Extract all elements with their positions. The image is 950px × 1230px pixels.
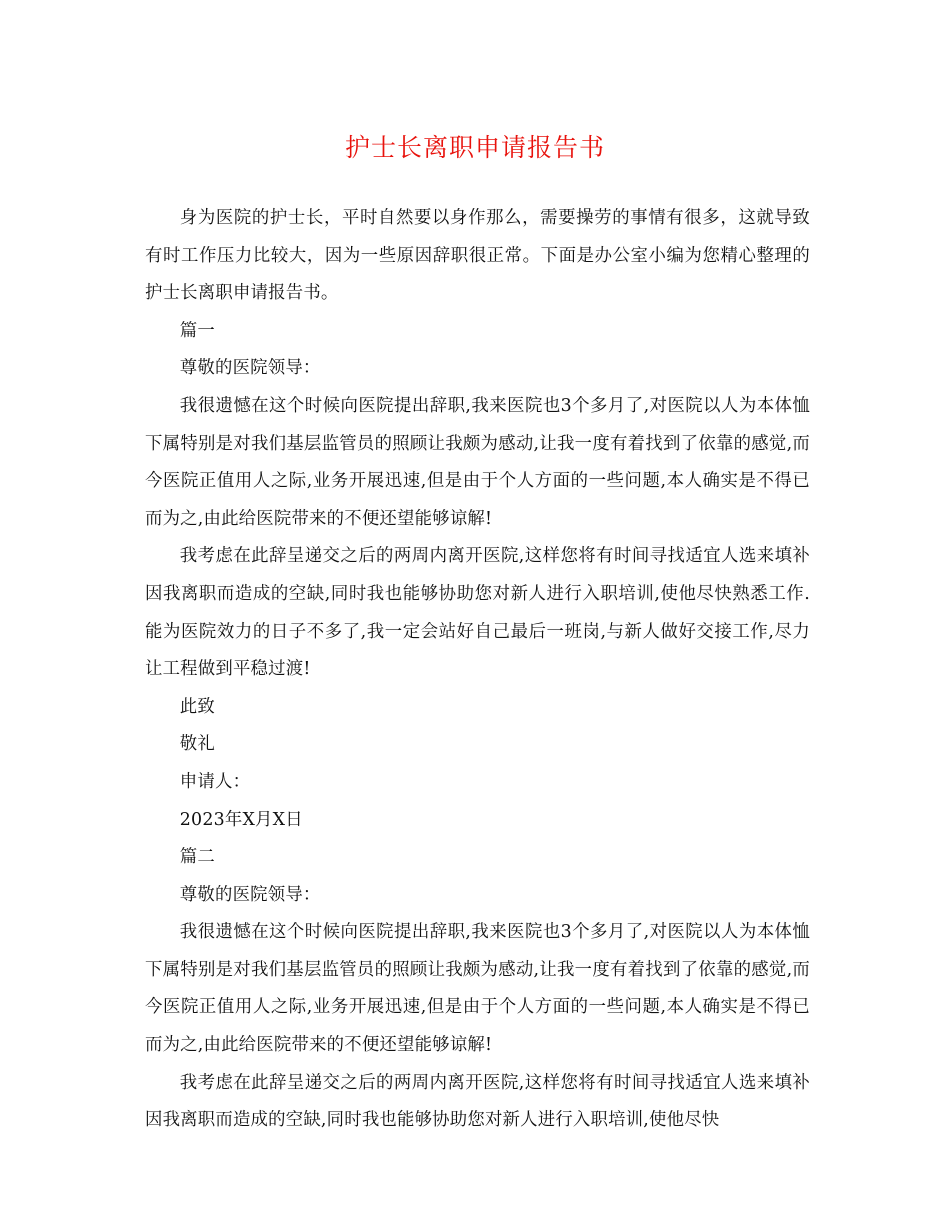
intro-paragraph: 身为医院的护士长，平时自然要以身作那么，需要操劳的事情有很多，这就导致有时工作压力比较大，因为一些原因辞职很正常。下面是办公室小编为您精心整理的护士长离职申请报告书。 (145, 208, 810, 304)
letter-2-paragraph-2: 我考虑在此辞呈递交之后的两周内离开医院,这样您将有时间寻找适宜人选来填补因我离职而造成的空缺,同时我也能够协助您对新人进行入职培训,使他尽快 (145, 1072, 810, 1131)
applicant-label: 申请人： (179, 771, 251, 792)
section-heading-2: 篇二 (179, 847, 215, 868)
closing-line-1: 此致 (179, 696, 215, 717)
salutation-1: 尊敬的医院领导： (179, 358, 321, 379)
letter-2-paragraph-1: 我很遗憾在这个时候向医院提出辞职,我来医院也3个多月了,对医院以人为本体恤下属特别是对我们基层监管员的照顾让我颇为感动,让我一度有着找到了依靠的感觉,而今医院正值用人之际,业务开展迅速,但是由于个人方面的一些问题,本人确实是不得已而为之,由此给医院带来的不便还望能够谅解! (145, 922, 810, 1056)
document-title: 护士长离职申请报告书 (344, 133, 605, 162)
section-heading-1: 篇一 (179, 320, 215, 341)
letter-1-paragraph-2: 我考虑在此辞呈递交之后的两周内离开医院,这样您将有时间寻找适宜人选来填补因我离职而造成的空缺,同时我也能够协助您对新人进行入职培训,使他尽快熟悉工作.能为医院效力的日子不多了,我一定会站好自己最后一班岗,与新人做好交接工作,尽力让工程做到平稳过渡! (145, 546, 810, 680)
salutation-2: 尊敬的医院领导： (179, 884, 321, 905)
closing-line-2: 敬礼 (179, 734, 215, 755)
letter-1-paragraph-1: 我很遗憾在这个时候向医院提出辞职,我来医院也3个多月了,对医院以人为本体恤下属特别是对我们基层监管员的照顾让我颇为感动,让我一度有着找到了依靠的感觉,而今医院正值用人之际,业务开展迅速,但是由于个人方面的一些问题,本人确实是不得已而为之,由此给医院带来的不便还望能够谅解! (145, 395, 810, 529)
document-body (145, 200, 810, 1140)
letter-date: 2023年X月X日 (179, 809, 303, 830)
